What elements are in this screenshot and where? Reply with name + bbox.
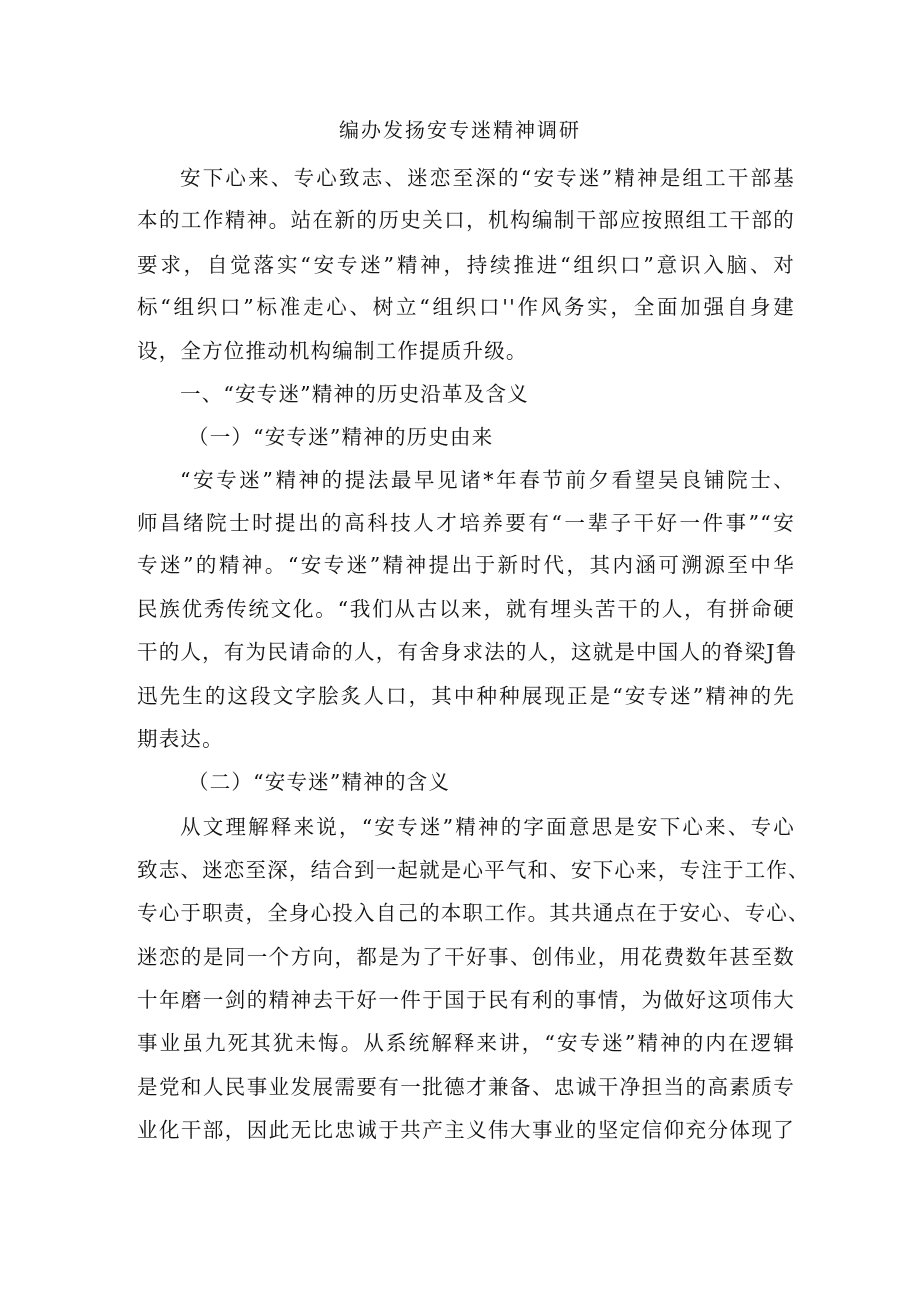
paragraph-line: 干的人，有为民请命的人，有舍身求法的人，这就是中国人的脊梁J鲁 xyxy=(137,640,798,664)
section-heading: 一、“安专迷”精神的历史沿革及含义 xyxy=(180,382,529,406)
paragraph-line: 事业虽九死其犹未悔。从系统解释来讲，“安专迷”精神的内在逻辑 xyxy=(137,1031,795,1055)
paragraph-line: 专迷”的精神。“安专迷”精神提出于新时代，其内涵可溯源至中华 xyxy=(137,553,795,577)
subsection-heading: （二）“安专迷”精神的含义 xyxy=(188,770,451,794)
paragraph-line: 安下心来、专心致志、迷恋至深的“安专迷”精神是组工干部基 xyxy=(180,166,795,190)
document-title: 编办发扬安专迷精神调研 xyxy=(339,118,581,142)
paragraph-line: 迅先生的这段文字脍炙人口，其中种种展现正是“安专迷”精神的先 xyxy=(137,684,795,708)
paragraph-line: 业化干部，因此无比忠诚于共产主义伟大事业的坚定信仰充分体现了 xyxy=(137,1118,795,1142)
paragraph-line: 迷恋的是同一个方向，都是为了干好事、创伟业，用花费数年甚至数 xyxy=(137,945,795,969)
paragraph-line: “安专迷”精神的提法最早见诸*年春节前夕看望吴良铺院士、 xyxy=(180,468,795,492)
subsection-heading: （一）“安专迷”精神的历史由来 xyxy=(188,425,494,449)
paragraph-line: 致志、迷恋至深，结合到一起就是心平气和、安下心来，专注于工作、 xyxy=(137,858,810,882)
paragraph-line: 民族优秀传统文化。“我们从古以来，就有埋头苦干的人，有拼命硬 xyxy=(137,597,795,621)
paragraph-line: 从文理解释来说，“安专迷”精神的字面意思是安下心来、专心 xyxy=(180,815,795,839)
paragraph-line: 是党和人民事业发展需要有一批德才兼备、忠诚干净担当的高素质专 xyxy=(137,1075,795,1099)
paragraph-line: 要求，自觉落实“安专迷”精神，持续推进“组织口”意识入脑、对 xyxy=(137,253,795,277)
paragraph-line: 本的工作精神。站在新的历史关口，机构编制干部应按照组工干部的 xyxy=(137,208,795,232)
paragraph-line: 标“组织口”标准走心、树立“组织口''作风务实，全面加强自身建 xyxy=(137,295,795,319)
paragraph-line: 设，全方位推动机构编制工作提质升级。 xyxy=(137,339,528,363)
paragraph-line: 专心于职责，全身心投入自己的本职工作。其共通点在于安心、专心、 xyxy=(137,901,810,925)
paragraph-line: 期表达。 xyxy=(137,727,224,751)
paragraph-line: 十年磨一剑的精神去干好一件于国于民有利的事情，为做好这项伟大 xyxy=(137,988,795,1012)
paragraph-line: 师昌绪院士时提出的高科技人才培养要有“一辈子干好一件事”“安 xyxy=(137,511,795,535)
